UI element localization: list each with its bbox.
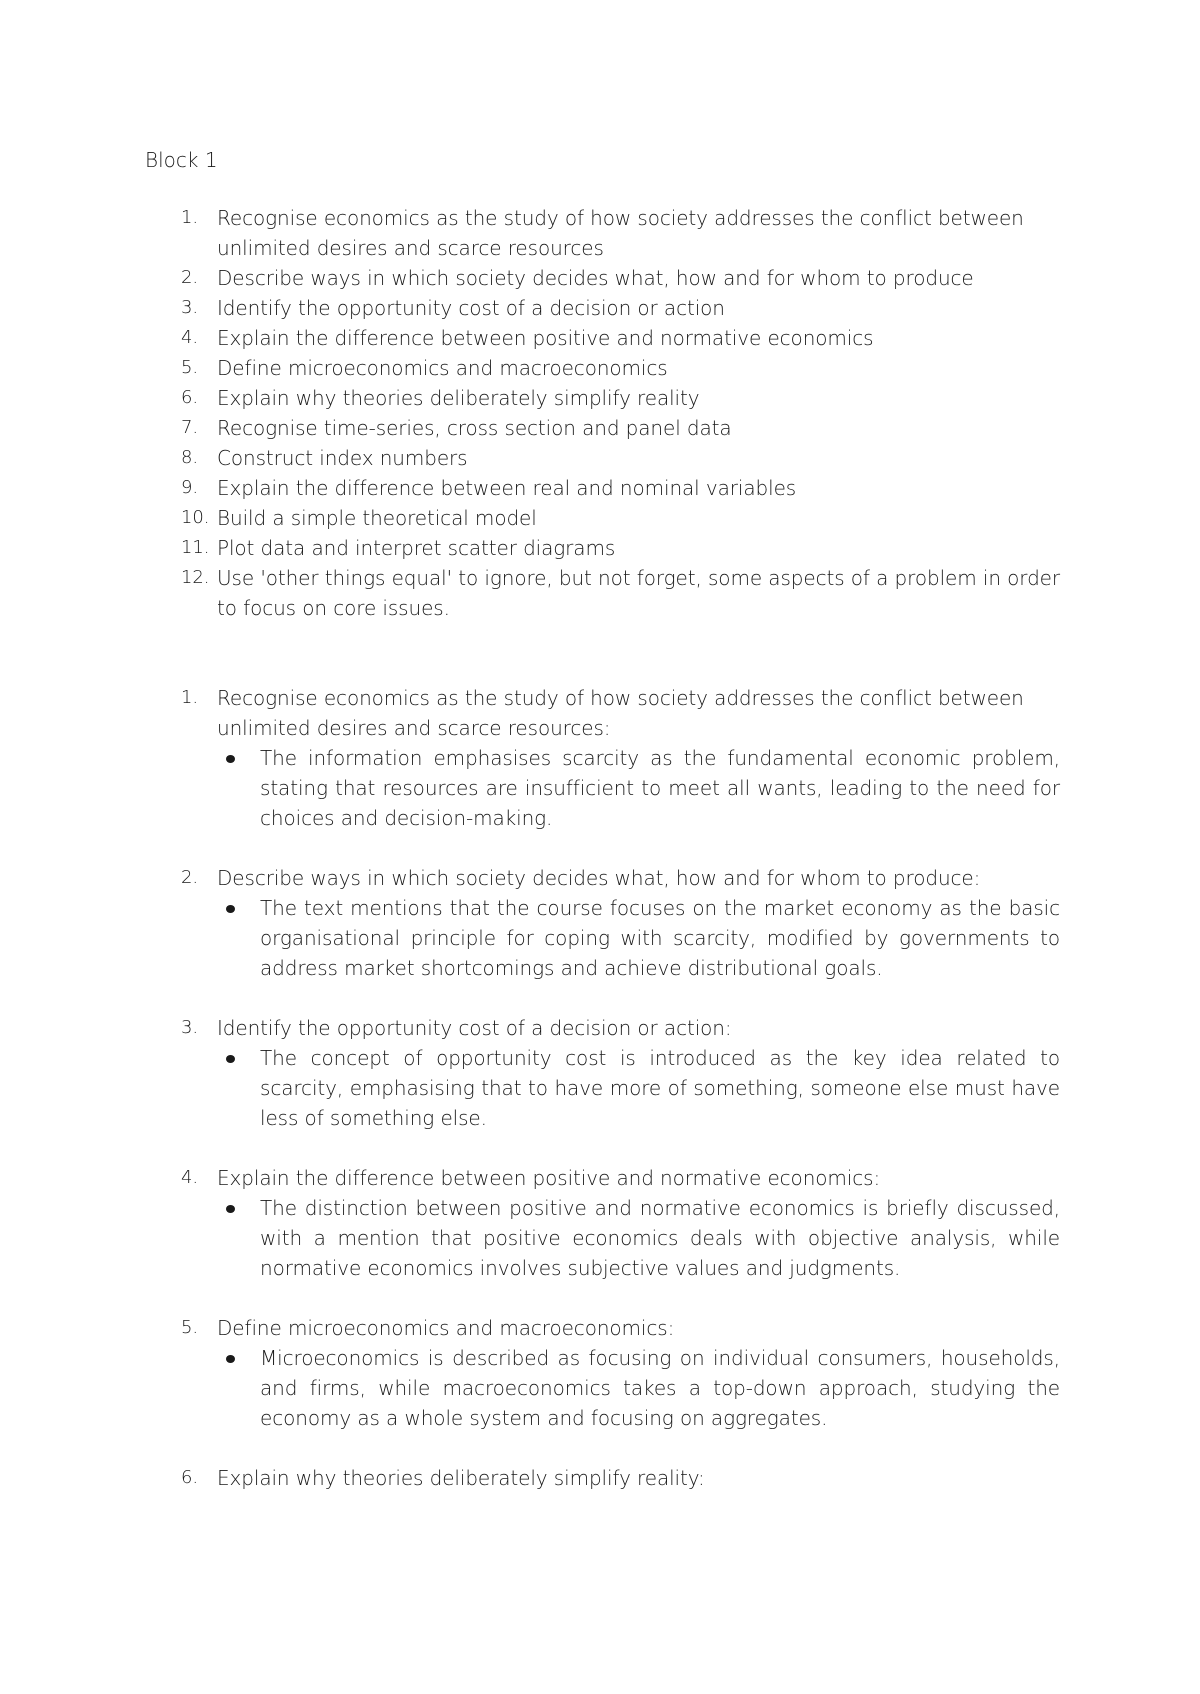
objective-item (145, 293, 1060, 323)
item-number: 3. (181, 297, 198, 318)
bullet-text: The information emphasises scarcity as the fundamental economic problem, stating that resources are insufficient to meet all wants, leading to the need for choices and decision-making. (260, 746, 1060, 830)
bullet-point (217, 1193, 1060, 1283)
detail-item (145, 683, 1060, 833)
item-text: Define microeconomics and macroeconomics (217, 356, 668, 380)
objective-item (145, 323, 1060, 353)
item-number: 2. (181, 267, 198, 288)
detail-item (145, 1163, 1060, 1283)
item-number: 8. (181, 447, 198, 468)
bullet-icon (226, 755, 235, 763)
item-text: Identify the opportunity cost of a decision or action (217, 296, 725, 320)
item-text: Describe ways in which society decides what, how and for whom to produce: (217, 866, 981, 890)
bullet-text: The text mentions that the course focuses on the market economy as the basic organisational principle for coping with scarcity, modified by governments to address market shortcomings and achieve distributional goals. (260, 896, 1060, 980)
item-text: Explain why theories deliberately simplify reality: (217, 1466, 705, 1490)
item-text: Describe ways in which society decides what, how and for whom to produce (217, 266, 974, 290)
objective-item (145, 503, 1060, 533)
detail-item (145, 1463, 1060, 1493)
item-number: 3. (181, 1017, 198, 1038)
bullet-icon (226, 1355, 235, 1363)
detail-item (145, 1313, 1060, 1433)
item-text: Recognise time-series, cross section and panel data (217, 416, 732, 440)
objective-item (145, 533, 1060, 563)
item-text: Use 'other things equal' to ignore, but not forget, some aspects of a problem in order to focus on core issues. (217, 566, 1060, 620)
item-text: Explain the difference between positive and normative economics: (217, 1166, 881, 1190)
item-number: 4. (181, 1167, 198, 1188)
item-number: 1. (181, 687, 198, 708)
bullet-icon (226, 1055, 235, 1063)
item-number: 5. (181, 357, 198, 378)
item-number: 6. (181, 387, 198, 408)
objective-item (145, 383, 1060, 413)
item-text: Explain the difference between positive and normative economics (217, 326, 874, 350)
item-text: Define microeconomics and macroeconomics: (217, 1316, 675, 1340)
details-list (145, 683, 1060, 1493)
item-number: 4. (181, 327, 198, 348)
item-number: 6. (181, 1467, 198, 1488)
item-text: Recognise economics as the study of how society addresses the conflict between unlimited desires and scarce resources: (217, 686, 1024, 740)
bullet-text: Microeconomics is described as focusing on individual consumers, households, and firms, while macroeconomics takes a top-down approach, studying the economy as a whole system and focusing on aggregates. (260, 1346, 1060, 1430)
item-number: 7. (181, 417, 198, 438)
item-text: Explain the difference between real and nominal variables (217, 476, 797, 500)
objective-item (145, 353, 1060, 383)
objective-item (145, 263, 1060, 293)
bullet-text: The distinction between positive and normative economics is briefly discussed, with a mention that positive economics deals with objective analysis, while normative economics involves subjective values and judgments. (260, 1196, 1060, 1280)
item-number: 1. (181, 207, 198, 228)
item-number: 12. (181, 567, 210, 588)
bullet-point (217, 893, 1060, 983)
detail-item (145, 863, 1060, 983)
bullet-icon (226, 905, 235, 913)
item-text: Construct index numbers (217, 446, 468, 470)
objective-item (145, 413, 1060, 443)
item-number: 10. (181, 507, 210, 528)
objective-item (145, 563, 1060, 623)
objectives-list (145, 203, 1060, 623)
objective-item (145, 203, 1060, 263)
item-text: Explain why theories deliberately simplify reality (217, 386, 700, 410)
bullet-icon (226, 1205, 235, 1213)
item-number: 11. (181, 537, 210, 558)
item-number: 9. (181, 477, 198, 498)
objective-item (145, 473, 1060, 503)
item-text: Plot data and interpret scatter diagrams (217, 536, 616, 560)
bullet-point (217, 1343, 1060, 1433)
block-heading: Block 1 (145, 148, 218, 172)
item-text: Build a simple theoretical model (217, 506, 537, 530)
objective-item (145, 443, 1060, 473)
item-text: Recognise economics as the study of how society addresses the conflict between unlimited desires and scarce resources (217, 206, 1024, 260)
item-number: 2. (181, 867, 198, 888)
bullet-text: The concept of opportunity cost is introduced as the key idea related to scarcity, emphasising that to have more of something, someone else must have less of something else. (260, 1046, 1060, 1130)
bullet-point (217, 1043, 1060, 1133)
item-text: Identify the opportunity cost of a decision or action: (217, 1016, 732, 1040)
item-number: 5. (181, 1317, 198, 1338)
bullet-point (217, 743, 1060, 833)
detail-item (145, 1013, 1060, 1133)
